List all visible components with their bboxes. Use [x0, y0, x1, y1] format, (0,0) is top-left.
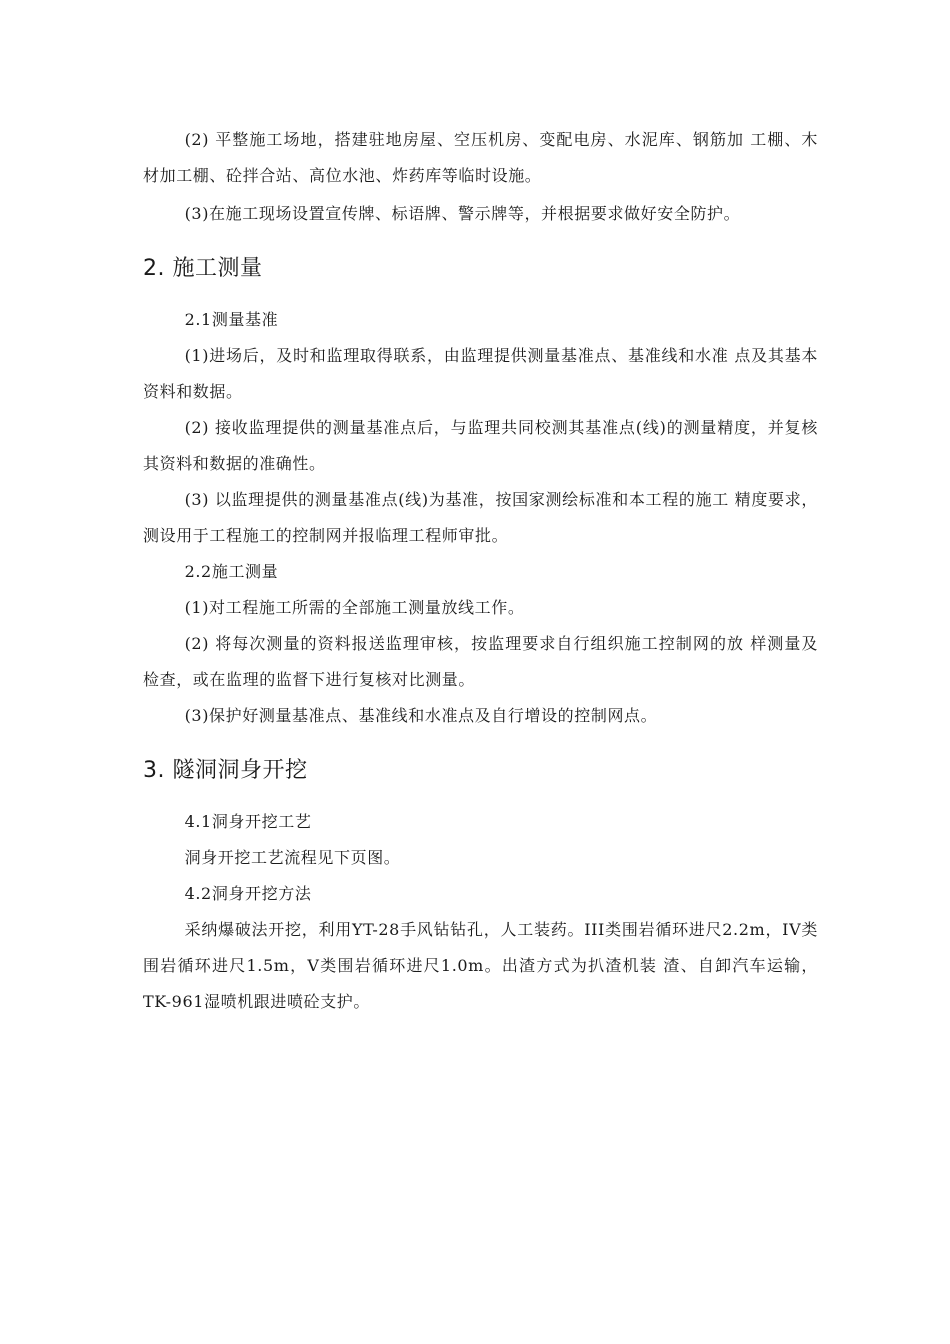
- section-heading-3: 3. 隧洞洞身开挖: [143, 758, 308, 783]
- paragraph-intro-3: (3)在施工现场设置宣传牌、标语牌、警示牌等，并根据要求做好安全防护。: [184, 204, 741, 223]
- paragraph-4-1: 洞身开挖工艺流程见下页图。: [184, 848, 401, 867]
- paragraph-intro-2: (2) 平整施工场地，搭建驻地房屋、空压机房、变配电房、水泥库、钢筋加 工棚、木材加工棚、砼拌合站、高位水池、炸药库等临时设施。: [143, 130, 818, 185]
- paragraph-4-2: 采纳爆破法开挖，利用YT-28手风钻钻孔，人工装药。III类围岩循环进尺2.2m，IV类围岩循环进尺1.5m，V类围岩循环进尺1.0m。出渣方式为扒渣机装 渣、自卸汽车运输，TK-961湿喷机跟进喷砼支护。: [143, 920, 818, 1011]
- subsection-title-2-2: 2.2施工测量: [184, 562, 279, 581]
- subsection-title-4-1: 4.1洞身开挖工艺: [184, 812, 312, 831]
- paragraph-2-1-1: (1)进场后，及时和监理取得联系，由监理提供测量基准点、基准线和水准 点及其基本资料和数据。: [143, 346, 818, 401]
- subsection-title-2-1: 2.1测量基准: [184, 310, 279, 329]
- paragraph-2-1-3: (3) 以监理提供的测量基准点(线)为基准，按国家测绘标准和本工程的施工 精度要求，测设用于工程施工的控制网并报临理工程师审批。: [143, 490, 818, 545]
- document-page: [143, 122, 818, 1020]
- section-heading-2: 2. 施工测量: [143, 256, 263, 281]
- paragraph-2-2-2: (2) 将每次测量的资料报送监理审核，按监理要求自行组织施工控制网的放 样测量及检查，或在监理的监督下进行复核对比测量。: [143, 634, 818, 689]
- paragraph-2-2-1: (1)对工程施工所需的全部施工测量放线工作。: [184, 598, 525, 617]
- paragraph-2-2-3: (3)保护好测量基准点、基准线和水准点及自行增设的控制网点。: [184, 706, 658, 725]
- subsection-title-4-2: 4.2洞身开挖方法: [184, 884, 312, 903]
- paragraph-2-1-2: (2) 接收监理提供的测量基准点后，与监理共同校测其基准点(线)的测量精度，并复核其资料和数据的准确性。: [143, 418, 818, 473]
